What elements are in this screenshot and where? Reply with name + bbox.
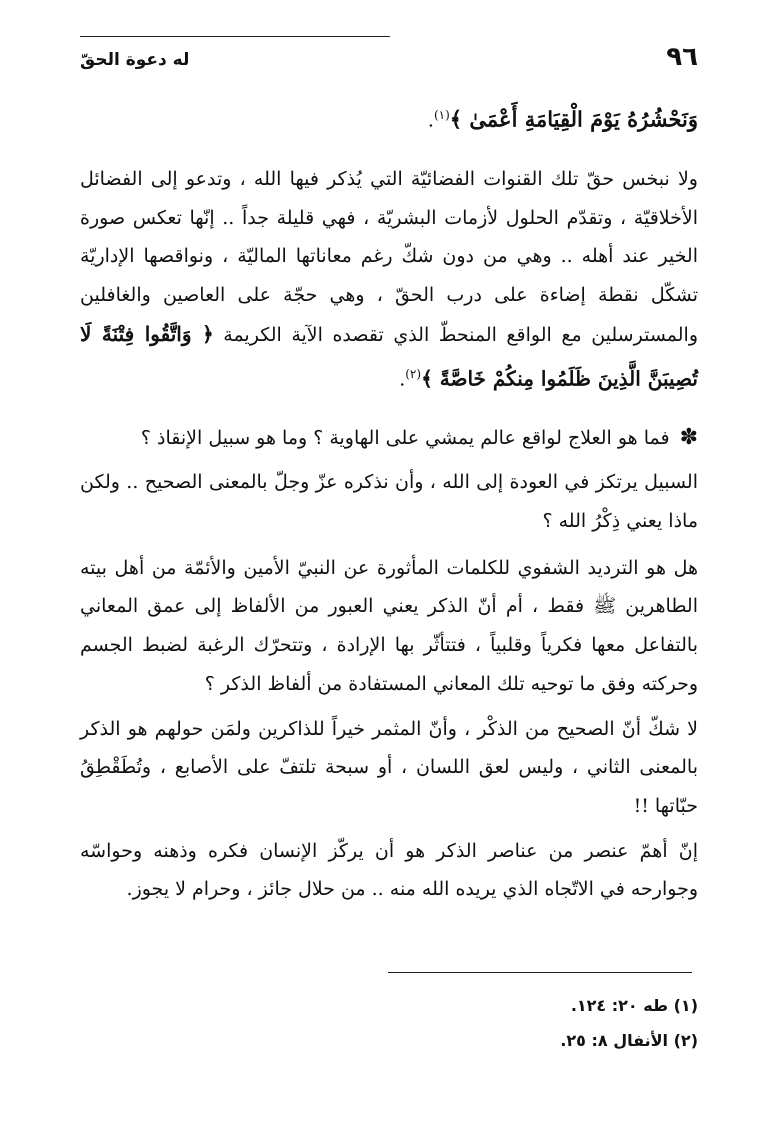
paragraph-1 <box>80 160 698 399</box>
running-title: له دعوة الحقّ <box>80 50 190 70</box>
quran-verse: وَنَحْشُرُهُ يَوْمَ الْقِيَامَةِ أَعْمَىٰ ﴾ <box>449 106 698 132</box>
footnote-ref-1: (١) <box>433 108 450 122</box>
page-number: ٩٦ <box>666 42 698 72</box>
star-ornament-icon: ✽ <box>679 424 698 450</box>
paragraph-1-end: . <box>399 367 406 390</box>
footnote-1: (١) طه ٢٠: ١٢٤. <box>570 996 698 1015</box>
question-line <box>80 419 698 458</box>
body-text <box>80 96 698 909</box>
question-text: فما هو العلاج لواقع عالم يمشي على الهاوية ؟ وما هو سبيل الإنقاذ ؟ <box>140 426 670 449</box>
verse-line <box>80 96 698 140</box>
footnote-2: (٢) الأنفال ٨: ٢٥. <box>560 1031 698 1050</box>
paragraph-2: السبيل يرتكز في العودة إلى الله ، وأن نذكره عزّ وجلّ بالمعنى الصحيح .. ولكن ماذا يعني ذِكْرُ الله ؟ <box>80 471 698 532</box>
footnote-ref-2: (٢) <box>405 366 422 381</box>
page-header <box>80 42 698 78</box>
paragraph-3: هل هو الترديد الشفوي للكلمات المأثورة عن النبيّ الأمين والأئمّة من أهل بيته الطاهرين ﷺ فقط ، أم أنّ الذكر يعني العبور من الألفاظ إلى عمق المعاني بالتفاعل معها فكرياً وقلبياً ، فتتأثّر بها الإرادة ، وتتحرّك الرغبة لضبط الجسم وحركته وفق ما توحيه تلك المعاني المستفادة من ألفاظ الذكر ؟ <box>80 556 698 695</box>
header-rule <box>80 36 390 37</box>
paragraph-5: إنّ أهمّ عنصر من عناصر الذكر هو أن يركّز الإنسان فكره وذهنه وحواسّه وجوارحه في الاتّجاه الذي يريده الله منه .. من حلال جائز ، وحرام لا يجوز. <box>80 839 698 901</box>
footnote-divider <box>388 972 692 973</box>
footnotes <box>80 988 698 1058</box>
paragraph-1-text: ولا نبخس حقّ تلك القنوات الفضائيّة التي يُذكر فيها الله ، وتدعو إلى الفضائل الأخلاقيّة ، وتقدّم الحلول لأزمات البشريّة ، فهي قليلة جداً .. إنّها تعكس صورة الخير عند أهله .. وهي من دون شكّ رغم معاناتها الماليّة ، ونواقصها الإداريّة تشكّل نقطة إضاءة على درب الحقّ ، وهي حجّة على العاصين والغافلين والمسترسلين مع الواقع المنحطّ الذي تقصده الآية الكريمة <box>80 168 698 346</box>
quran-quote: ﴿ وَاتَّقُوا فِتْنَةً لَا تُصِيبَنَّ الَّذِينَ ظَلَمُوا مِنكُمْ خَاصَّةً ﴾ <box>80 321 698 390</box>
verse-end-dot: . <box>427 109 434 132</box>
paragraph-4: لا شكّ أنّ الصحيح من الذكْر ، وأنّ المثمر خيراً للذاكرين ولمَن حولهم هو الذكر بالمعنى الثاني ، وليس لعق اللسان ، أو سبحة تلتفّ على الأصابع ، وتُطَقْطِقُ حبّاتها !! <box>80 717 698 817</box>
